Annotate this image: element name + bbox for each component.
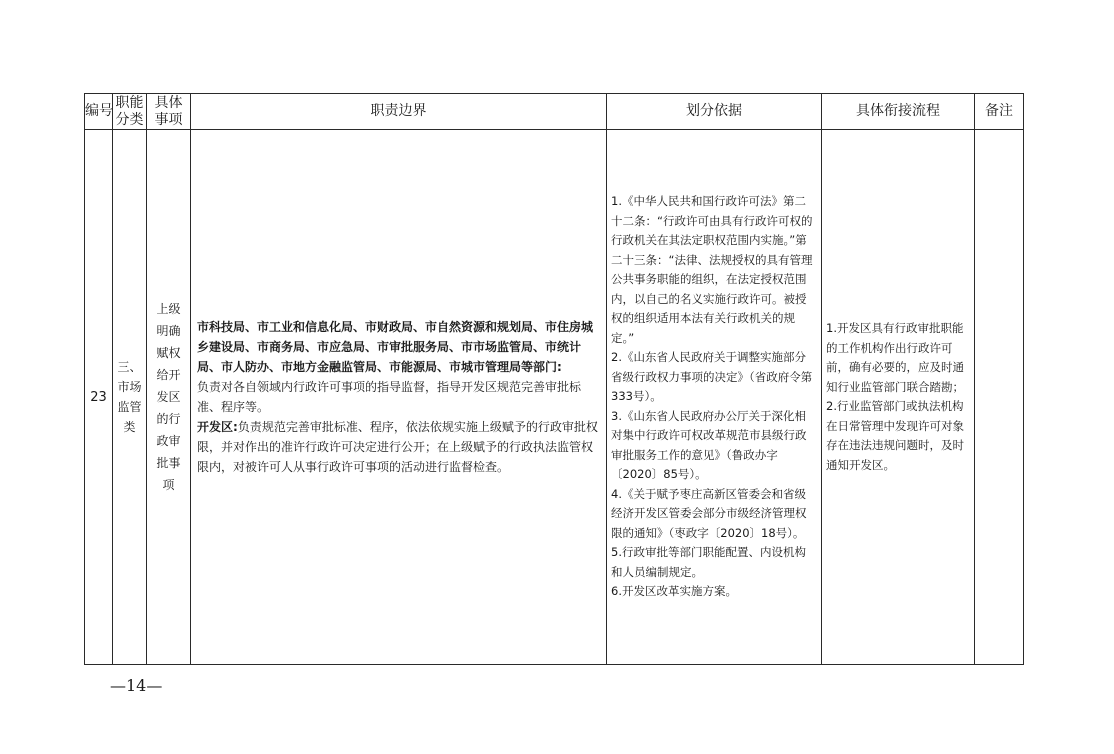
zone-label: 开发区: (197, 420, 238, 434)
page-number: —14— (110, 676, 163, 695)
row-basis (607, 130, 822, 665)
header-num: 编号 (85, 94, 113, 130)
row-category: 三、市场监管类 (113, 130, 147, 665)
basis-item: 2.《山东省人民政府关于调整实施部分省级行政权力事项的决定》（省政府令第333号）。 (611, 350, 813, 404)
row-number: 23 (85, 130, 113, 665)
basis-item: 4.《关于赋予枣庄高新区管委会和省级经济开发区管委会部分市级经济管理权限的通知》（枣政字〔2020〕18号）。 (611, 486, 807, 540)
city-departments: 市科技局、市工业和信息化局、市财政局、市自然资源和规划局、市住房城乡建设局、市商务局、市应急局、市审批服务局、市市场监管局、市统计局、市人防办、市地方金融监管局、市能源局、市城市管理局等部门: (197, 320, 594, 374)
basis-item: 6.开发区改革实施方案。 (611, 584, 737, 599)
basis-item: 1.《中华人民共和国行政许可法》第二十二条：“行政许可由具有行政许可权的行政机关在其法定职权范围内实施。”第二十三条：“法律、法规授权的具有管理公共事务职能的组织，在法定授权范围内，以自己的名义实施行政许可。被授权的组织适用本法有关行政机关的规定。” (611, 194, 813, 345)
header-remarks: 备注 (975, 94, 1024, 130)
zone-duty: 负责规范完善审批标准、程序，依法依规实施上级赋予的行政审批权限，并对作出的准许行政许可决定进行公开；在上级赋予的行政执法监管权限内，对被许可人从事行政许可事项的活动进行监督检查。 (197, 420, 598, 474)
header-basis: 划分依据 (607, 94, 822, 130)
row-remarks (975, 130, 1024, 665)
row-responsibility (191, 130, 607, 665)
header-responsibility: 职责边界 (191, 94, 607, 130)
process-step: 1.开发区具有行政审批职能的工作机构作出行政许可前，确有必要的，应及时通知行业监管部门联合踏勘； (826, 321, 964, 394)
process-step: 2.行业监管部门或执法机构在日常管理中发现许可对象存在违法违规问题时，及时通知开发区。 (826, 399, 964, 472)
table-row (85, 130, 1024, 665)
row-process (822, 130, 975, 665)
basis-item: 5.行政审批等部门职能配置、内设机构和人员编制规定。 (611, 545, 806, 579)
responsibility-table (84, 93, 1024, 665)
header-row (85, 94, 1024, 130)
basis-item: 3.《山东省人民政府办公厅关于深化相对集中行政许可权改革规范市县级行政审批服务工作的意见》（鲁政办字〔2020〕85号）。 (611, 408, 807, 482)
header-category: 职能分类 (113, 94, 147, 130)
row-item: 上级明确赋权给开发区的行政审批事项 (147, 130, 191, 665)
header-process: 具体衔接流程 (822, 94, 975, 130)
header-item: 具体事项 (147, 94, 191, 130)
city-duty: 负责对各自领域内行政许可事项的指导监督，指导开发区规范完善审批标准、程序等。 (197, 380, 582, 414)
